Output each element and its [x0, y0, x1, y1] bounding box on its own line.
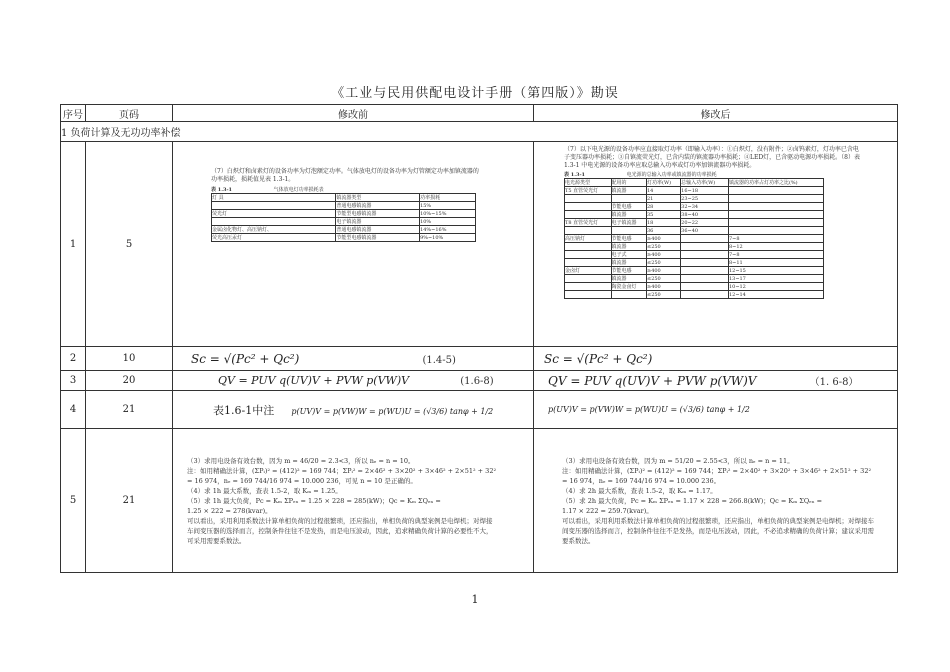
mini-cell: 镇流器 [611, 187, 646, 195]
mini-head: 镇流器类型 [336, 194, 420, 202]
row-page: 21 [86, 391, 173, 429]
mini-cell [565, 195, 612, 203]
mini-cell: ≤250 [647, 243, 681, 251]
mini-cell [681, 291, 729, 299]
mini-cell: 节能型电感镇流器 [336, 234, 420, 242]
mini-cell [212, 202, 336, 210]
mini-cell: 12~15 [728, 267, 823, 275]
header-after: 修改后 [534, 105, 898, 122]
text-line: 可以看出，采用利用系数法计算单相负荷的过程很繁琐，还应指出，单相负荷的典型案例是电焊机；对焊接车间变压器的选择而言，控制条件往往不是发热，而是电压波动，因此，不必追求精确的负荷计算；建议采用需要系数法。 [562, 516, 874, 545]
mini-cell: 普通电感镇流器 [336, 202, 420, 210]
text-line: 注：如用精确法计算，(ΣPᵢ)² = (412)² = 169 744；ΣPᵢ² = 2×40² + 3×20² + 3×46² + 2×51² + 32² [562, 466, 872, 475]
mini-cell [681, 283, 729, 291]
mini-head: 配用的 [611, 179, 646, 187]
before-label: 表1.6-1中注 [213, 403, 275, 417]
mini-cell: T8 直管荧光灯 [565, 219, 612, 227]
mini-cell [611, 195, 646, 203]
text-line: = 16 974，nₑ = 169 744/16 974 = 10.000 236。 [562, 476, 721, 485]
mini-cell: 10%~15% [420, 210, 476, 218]
row-no: 1 [61, 142, 86, 347]
text-line: （3）求用电设备有效台数，因为 m = 46/20 = 2.3<3，所以 nₑ = n = 10。 [187, 456, 415, 465]
mini-cell: 镇流器 [611, 259, 646, 267]
mini-cell: 镇流器 [611, 275, 646, 283]
mini-cell [565, 275, 612, 283]
mini-cell: 20~22 [681, 219, 729, 227]
table-row [61, 142, 898, 347]
row-no: 2 [61, 347, 86, 371]
mini-cell: 16~18 [681, 187, 729, 195]
mini-cell: 36 [647, 227, 681, 235]
after-cell [534, 142, 898, 347]
mini-cell [212, 218, 336, 226]
text-line: （4）求 2h 最大系数，查表 1.5-2，取 Kₘ = 1.17。 [562, 486, 717, 495]
after-formula: QV = PUV q(UV)V + PVW p(VW)V [548, 374, 757, 388]
row-no: 5 [61, 429, 86, 573]
before-formula: p(UV)V = p(VW)W = p(WU)U = (√3/6) tanφ + 1/2 [291, 406, 494, 416]
mini-cell: 节能电感 [611, 267, 646, 275]
mini-cell: 镇流器 [611, 211, 646, 219]
text-line: 注：如用精确法计算，(ΣPᵢ)² = (412)² = 169 744；ΣPᵢ² = 2×46² + 3×20² + 3×46² + 2×51² + 32² [187, 466, 497, 475]
mini-cell: 21 [647, 195, 681, 203]
after-paragraph: （7）以下电光源的设备功率应直接取灯功率（即输入功率）：①白炽灯，没有附件；②卤钨素灯，灯功率已含电子变压器功率损耗；③自镇流荧光灯，已含内装的镇流器功率损耗；④LED灯，已含驱动电源功率损耗。（8）表 1.3-1 中电光源的设备功率应取总输入功率或灯功率加镇流器功率损耗。 [564, 146, 860, 169]
after-formula: p(UV)V = p(VW)W = p(WU)U = (√3/6) tanφ + 1/2 [548, 405, 750, 414]
after-mini-table [564, 178, 824, 299]
mini-cell: 电子式 [611, 251, 646, 259]
before-formula: Sc = √(Pc² + Qc²) [191, 351, 300, 366]
mini-cell: ≤250 [647, 291, 681, 299]
mini-cell: 35 [647, 211, 681, 219]
mini-cell: 8~11 [728, 259, 823, 267]
before-eqno: (1.6-8) [460, 376, 494, 387]
text-line: = 16 974，nₑ = 169 744/16 974 = 10.000 236，可见 n = 10 是正确的。 [187, 476, 417, 485]
mini-cell: 18 [647, 219, 681, 227]
mini-cell: 8~12 [728, 243, 823, 251]
mini-cell [681, 267, 729, 275]
mini-cell: 金卤灯 [565, 267, 612, 275]
mini-cell [728, 219, 823, 227]
mini-cell: 电子镇流器 [611, 219, 646, 227]
table-row [61, 429, 898, 573]
mini-cell: ≤250 [647, 275, 681, 283]
mini-cell: 节能型电感镇流器 [336, 210, 420, 218]
mini-cell: 镇流器 [611, 243, 646, 251]
mini-cell: 高压钠灯 [565, 235, 612, 243]
mini-cell: 电子镇流器 [336, 218, 420, 226]
before-cell [173, 391, 534, 429]
mini-head: 镇流器的功率占灯功率之比(%) [728, 179, 823, 187]
mini-cell: 荧光灯 [212, 210, 336, 218]
mini-cell [611, 291, 646, 299]
mini-cell: 7~8 [728, 251, 823, 259]
section-title: 1 负荷计算及无功功率补偿 [61, 122, 898, 142]
mini-cell: 13~17 [728, 275, 823, 283]
header-page: 页码 [86, 105, 173, 122]
mini-head: 总输入功率(W) [681, 179, 729, 187]
before-cell [173, 347, 534, 371]
mini-cell: 32~34 [681, 203, 729, 211]
mini-cell: ≥400 [647, 235, 681, 243]
mini-cell [728, 195, 823, 203]
after-cell [534, 391, 898, 429]
header-before: 修改前 [173, 105, 534, 122]
mini-cell: 陶瓷金卤灯 [611, 283, 646, 291]
mini-head: 灯功率(W) [647, 179, 681, 187]
mini-cell: ≥400 [647, 267, 681, 275]
mini-cell: 23~25 [681, 195, 729, 203]
table-row [61, 391, 898, 429]
mini-cell: 38~40 [681, 211, 729, 219]
before-cell [173, 371, 534, 391]
mini-cell [728, 203, 823, 211]
mini-cell [565, 283, 612, 291]
before-text [187, 456, 497, 546]
mini-cell [565, 259, 612, 267]
mini-cell [681, 251, 729, 259]
mini-cell: 荧光高压汞灯 [212, 234, 336, 242]
mini-cell [728, 187, 823, 195]
after-cell [534, 347, 898, 371]
mini-cell: 普通电感镇流器 [336, 226, 420, 234]
document-title: 《工业与民用供配电设计手册（第四版）》勘误 [331, 86, 619, 101]
header-no: 序号 [61, 105, 86, 122]
after-eqno: （1. 6-8） [809, 377, 859, 388]
mini-cell [565, 251, 612, 259]
mini-cell: 7~8 [728, 235, 823, 243]
text-line: （4）求 1h 最大系数，查表 1.5-2，取 Kₘ = 1.25。 [187, 486, 342, 495]
mini-cell: T5 直管荧光灯 [565, 187, 612, 195]
after-cell [534, 429, 898, 573]
page-number: 1 [471, 593, 479, 606]
text-line: 1.17 × 222 = 259.7(kvar)。 [562, 506, 653, 515]
before-cell [173, 429, 534, 573]
before-table-caption: 表 1.3-1 气体放电灯功率损耗表 [211, 187, 324, 193]
text-line: 1.25 × 222 = 278(kvar)。 [187, 506, 272, 515]
mini-cell [681, 235, 729, 243]
table-row [61, 371, 898, 391]
row-page: 21 [86, 429, 173, 573]
mini-cell [728, 211, 823, 219]
mini-cell [565, 243, 612, 251]
mini-cell: ≥400 [647, 251, 681, 259]
section-row [61, 122, 898, 142]
mini-cell: ≥400 [647, 283, 681, 291]
mini-cell [565, 211, 612, 219]
table-row [61, 347, 898, 371]
mini-cell: 15% [420, 202, 476, 210]
mini-head: 电光源类型 [565, 179, 612, 187]
row-no: 4 [61, 391, 86, 429]
after-table-caption: 表 1.3-1 电光源的总输入功率或镇流器的功率损耗 [564, 172, 717, 178]
mini-cell: 12~14 [728, 291, 823, 299]
text-line: （5）求 2h 最大负荷，Pc = Kₘ ΣPₑₙ = 1.17 × 228 = 266.8(kW)；Qc = Kₘ ΣQₑₙ = [562, 496, 823, 505]
row-page: 10 [86, 347, 173, 371]
mini-cell: 36~40 [681, 227, 729, 235]
mini-cell: 节能电感 [611, 203, 646, 211]
after-cell [534, 371, 898, 391]
text-line: （5）求 1h 最大负荷，Pc = Kₘ ΣPₑₙ = 1.25 × 228 = 285(kW)；Qc = Kₘ ΣQₑₙ = [187, 496, 441, 505]
mini-cell [565, 227, 612, 235]
mini-cell [611, 227, 646, 235]
mini-cell [565, 203, 612, 211]
mini-cell [681, 275, 729, 283]
before-formula: QV = PUV q(UV)V + PVW p(VW)V [218, 374, 410, 387]
text-line: 可以看出，采用利用系数法计算单相负荷的过程很繁琐，还应指出，单相负荷的典型案例是电焊机；对焊接车间变压器的选择而言，控制条件往往不是发热，而是电压波动，因此，追求精确负荷计算的必要性不大，可采用需要系数法。 [187, 516, 493, 545]
row-page: 20 [86, 371, 173, 391]
mini-cell [681, 243, 729, 251]
mini-cell: ≤250 [647, 259, 681, 267]
mini-cell [565, 291, 612, 299]
row-page: 5 [86, 142, 173, 347]
mini-head: 灯 具 [212, 194, 336, 202]
mini-cell: 节能电感 [611, 235, 646, 243]
mini-cell: 28 [647, 203, 681, 211]
errata-table [60, 104, 898, 573]
mini-cell: 14 [647, 187, 681, 195]
mini-head: 功率损耗 [420, 194, 476, 202]
row-no: 3 [61, 371, 86, 391]
mini-cell [681, 259, 729, 267]
before-paragraph: （7）白炽灯和卤素灯的设备功率为灯泡额定功率。气体放电灯的设备功率为灯管额定功率加镇流器的功率损耗，损耗值见表 1.3-1。 [211, 168, 479, 183]
before-cell [173, 142, 534, 347]
mini-cell: 10% [420, 218, 476, 226]
mini-cell: 金属卤化物灯、高压钠灯、 [212, 226, 336, 234]
mini-cell: 14%~16% [420, 226, 476, 234]
before-eqno: (1.4-5) [422, 354, 456, 366]
mini-cell: 10~12 [728, 283, 823, 291]
before-mini-table [211, 193, 476, 242]
after-formula: Sc = √(Pc² + Qc²) [544, 351, 653, 366]
text-line: （3）求用电设备有效台数，因为 m = 51/20 = 2.55<3，所以 nₑ = n = 11。 [562, 456, 794, 465]
mini-cell: 9%~10% [420, 234, 476, 242]
mini-cell [728, 227, 823, 235]
after-text [562, 456, 877, 546]
header-row [61, 105, 898, 122]
